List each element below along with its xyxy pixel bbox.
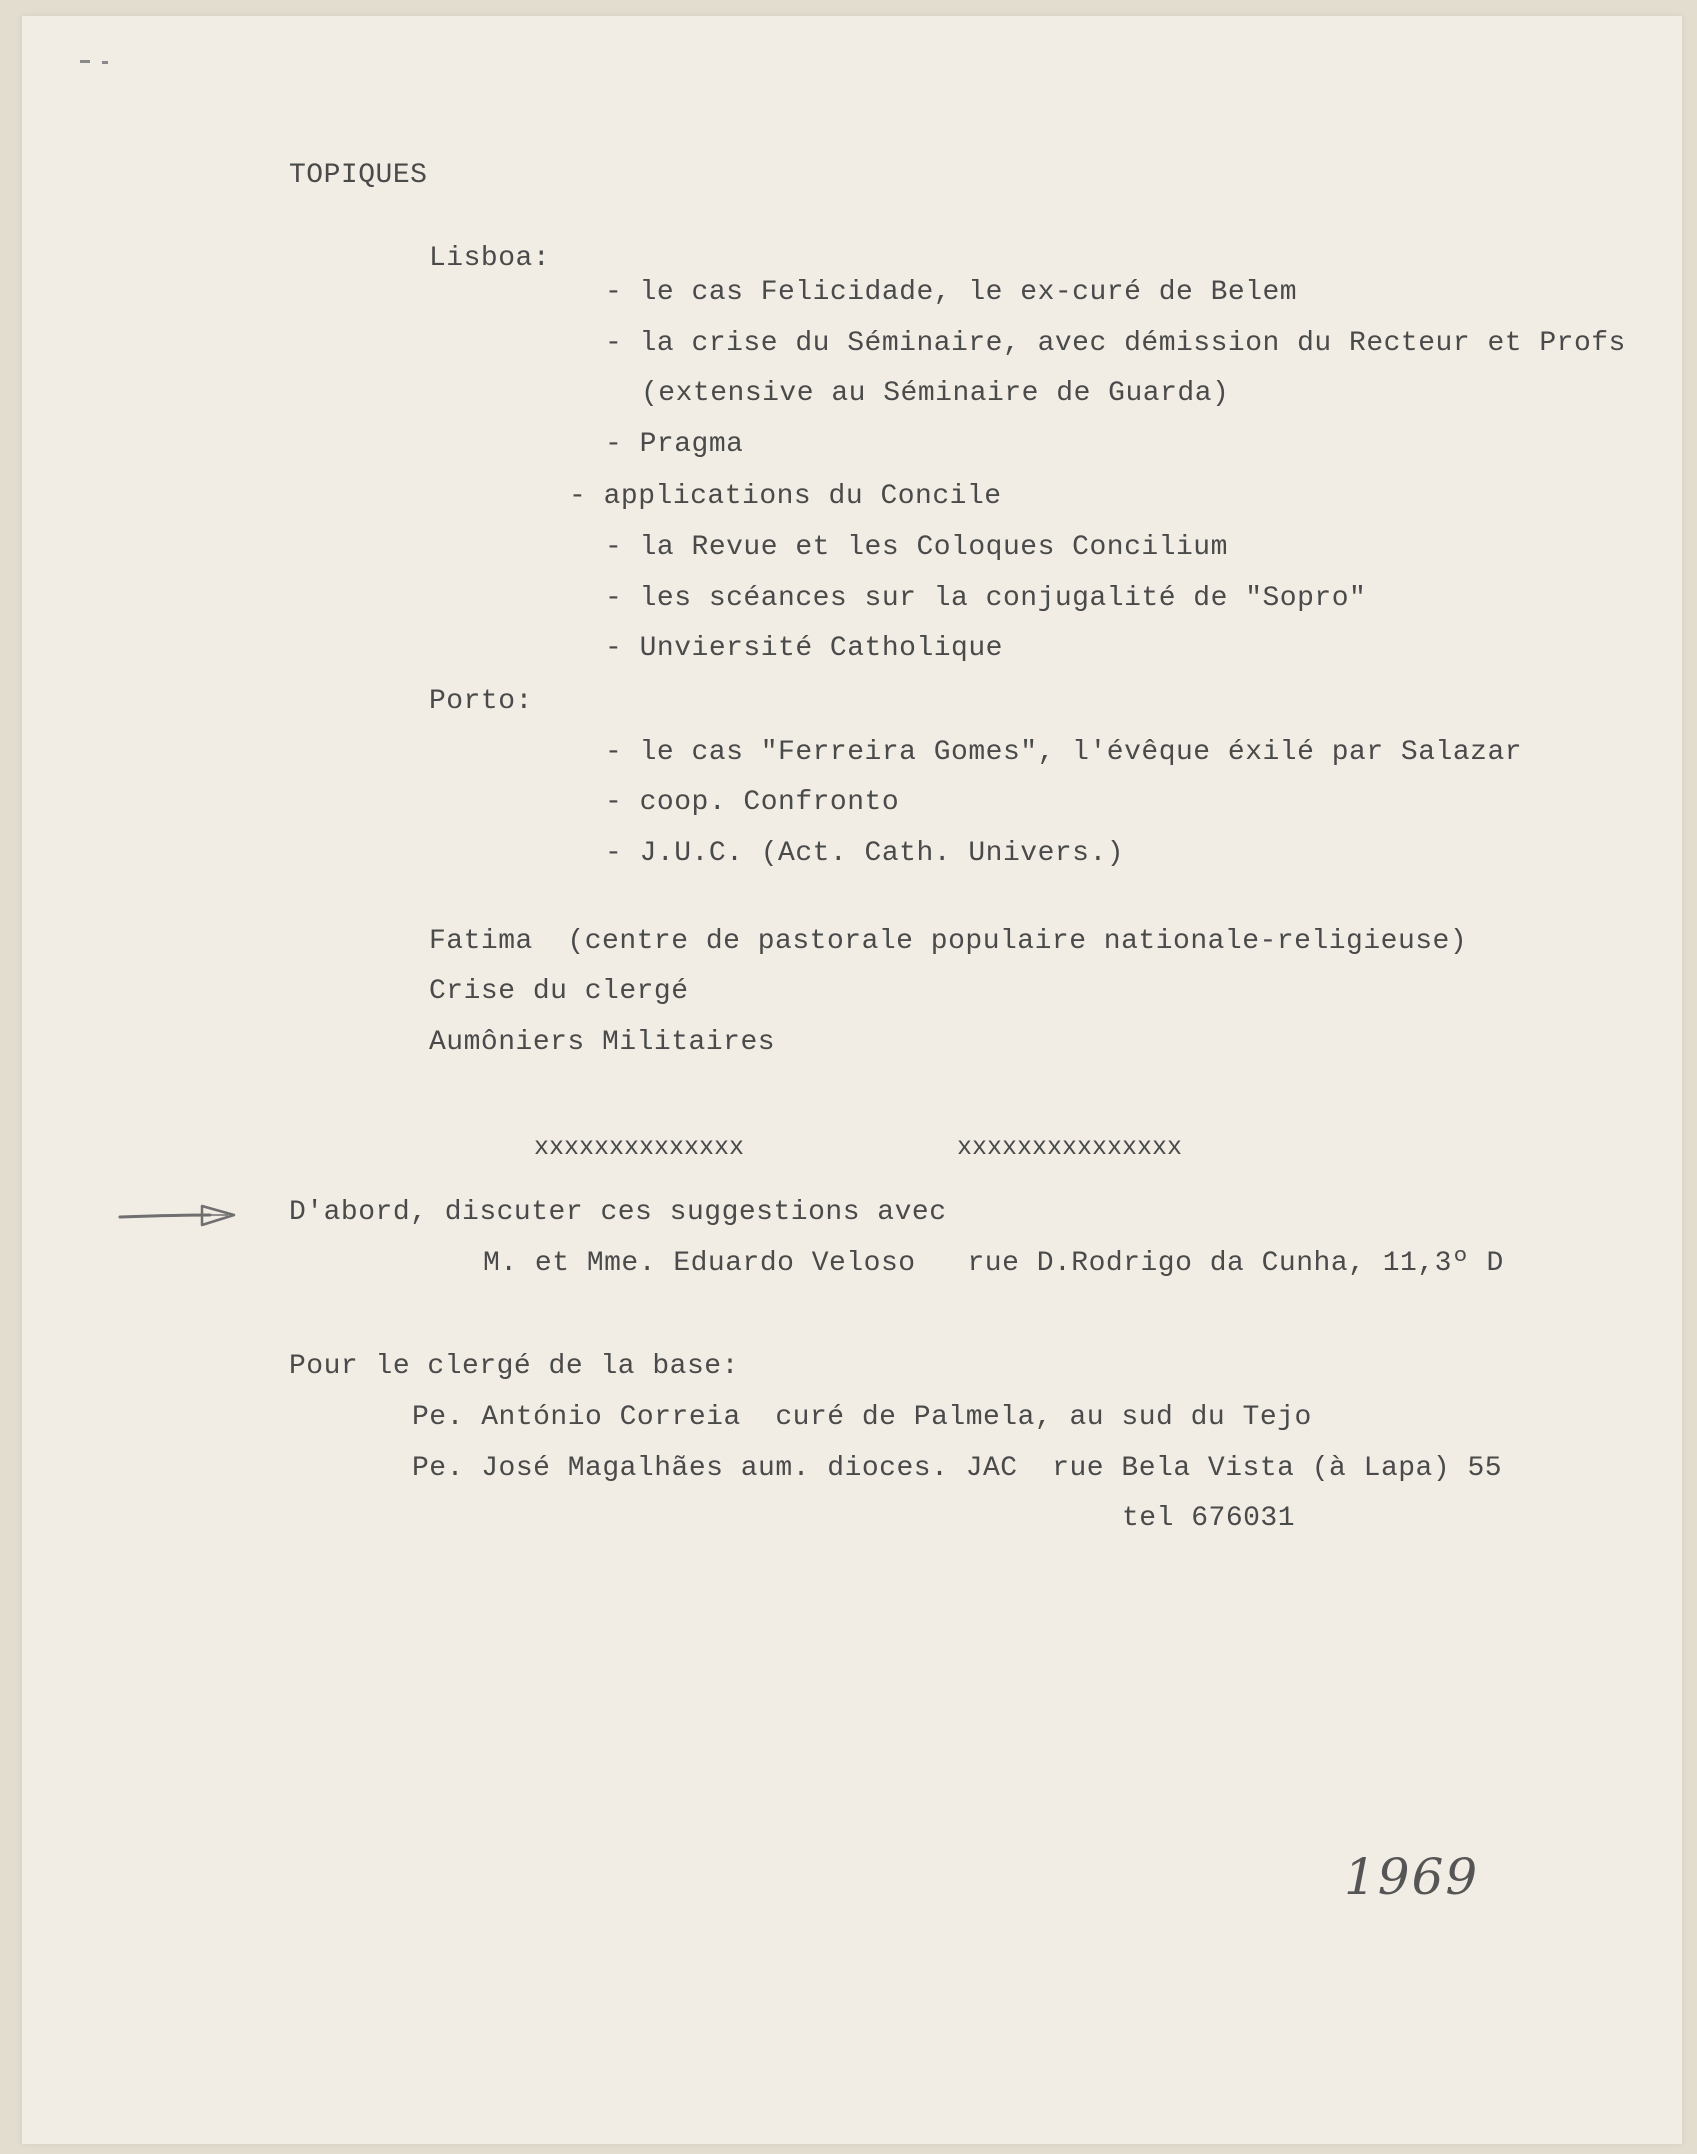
clergy-line: Pe. António Correia curé de Palmela, au sud du Tejo xyxy=(412,1402,1312,1433)
list-item: - applications du Concile xyxy=(569,481,1002,512)
separator-right: xxxxxxxxxxxxxxx xyxy=(957,1133,1183,1162)
section-label-lisboa: Lisboa: xyxy=(429,243,551,274)
handwritten-year xyxy=(1340,1842,1480,1912)
list-item: - la crise du Séminaire, avec démission du Recteur et Profs xyxy=(605,328,1626,359)
list-item: - la Revue et les Coloques Concilium xyxy=(605,532,1228,563)
separator-left: xxxxxxxxxxxxxx xyxy=(534,1133,745,1162)
list-item: - le cas Felicidade, le ex-curé de Belem xyxy=(605,277,1298,308)
list-item: - Unviersité Catholique xyxy=(605,633,1003,664)
section-label-porto: Porto: xyxy=(429,686,533,717)
clergy-tel: tel 676031 xyxy=(1122,1503,1296,1534)
clergy-label: Pour le clergé de la base: xyxy=(289,1351,739,1382)
topic-line: Fatima (centre de pastorale populaire nationale-religieuse) xyxy=(429,926,1468,957)
list-item-continuation: (extensive au Séminaire de Guarda) xyxy=(641,378,1230,409)
topic-line: Crise du clergé xyxy=(429,976,689,1007)
list-item: - le cas "Ferreira Gomes", l'évêque éxilé par Salazar xyxy=(605,737,1523,768)
contact-line: M. et Mme. Eduardo Veloso rue D.Rodrigo da Cunha, 11,3º D xyxy=(483,1248,1504,1279)
svg-text:1969: 1969 xyxy=(1344,1848,1480,1906)
document-heading: TOPIQUES xyxy=(289,160,428,191)
corner-mark xyxy=(102,61,108,64)
corner-mark xyxy=(80,60,90,63)
list-item: - J.U.C. (Act. Cath. Univers.) xyxy=(605,838,1125,869)
list-item: - coop. Confronto xyxy=(605,787,900,818)
contact-intro: D'abord, discuter ces suggestions avec xyxy=(289,1197,947,1228)
list-item: - les scéances sur la conjugalité de "Sopro" xyxy=(605,583,1367,614)
list-item: - Pragma xyxy=(605,429,744,460)
arrow-icon xyxy=(118,1201,238,1231)
clergy-line: Pe. José Magalhães aum. dioces. JAC rue Bela Vista (à Lapa) 55 xyxy=(412,1453,1503,1484)
topic-line: Aumôniers Militaires xyxy=(429,1027,776,1058)
